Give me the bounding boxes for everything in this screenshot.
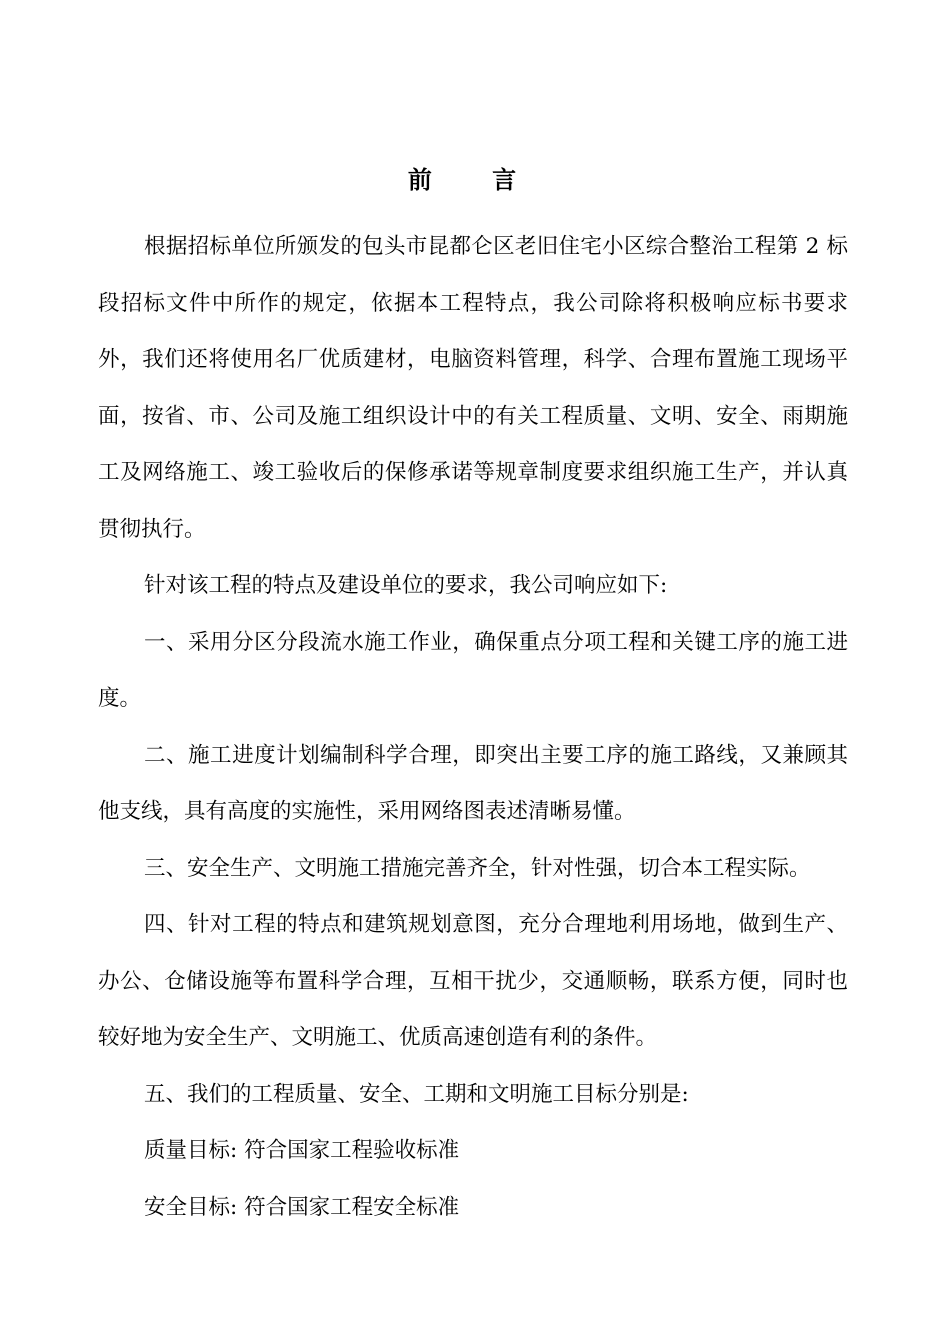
- page-title: 前 言: [407, 165, 543, 194]
- paragraph-quality-target: 质量目标: 符合国家工程验收标准: [144, 1138, 460, 1163]
- paragraph-item-4: 四、针对工程的特点和建筑规划意图，充分合理地利用场地，做到生产、办公、仓储设施等布置科学合理，互相干扰少，交通顺畅，联系方便，同时也较好地为安全生产、文明施工、优质高速创造有利的条件。: [98, 912, 848, 1050]
- paragraph-response-lead: 针对该工程的特点及建设单位的要求，我公司响应如下:: [144, 573, 668, 598]
- paragraph-item-3: 三、安全生产、文明施工措施完善齐全，针对性强，切合本工程实际。: [144, 855, 811, 881]
- paragraph-item-5: 五、我们的工程质量、安全、工期和文明施工目标分别是:: [144, 1081, 689, 1107]
- paragraph-safety-target: 安全目标: 符合国家工程安全标准: [144, 1194, 460, 1220]
- paragraph-item-1: 一、采用分区分段流水施工作业，确保重点分项工程和关键工序的施工进度。: [98, 629, 848, 711]
- paragraph-item-2: 二、施工进度计划编制科学合理，即突出主要工序的施工路线，又兼顾其他支线，具有高度的实施性，采用网络图表述清晰易懂。: [98, 742, 848, 824]
- document-body: [98, 219, 848, 1236]
- paragraph-intro: 根据招标单位所颁发的包头市昆都仑区老旧住宅小区综合整治工程第 2 标段招标文件中所作的规定，依据本工程特点，我公司除将积极响应标书要求外，我们还将使用名厂优质建材，电脑资料管理，科学、合理布置施工现场平面，按省、市、公司及施工组织设计中的有关工程质量、文明、安全、雨期施工及网络施工、竣工验收后的保修承诺等规章制度要求组织施工生产，并认真贯彻执行。: [98, 234, 848, 542]
